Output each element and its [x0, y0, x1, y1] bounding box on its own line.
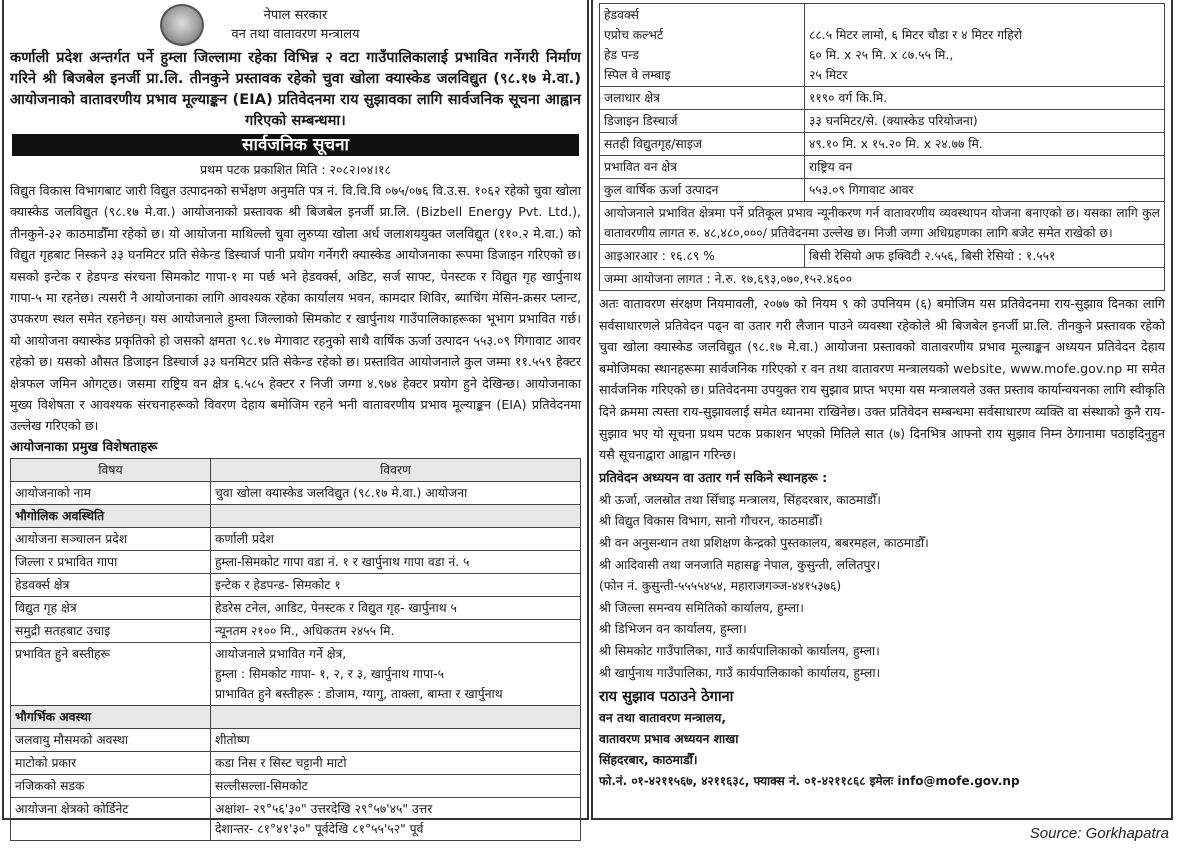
contact-info: फो.नं. ०१-४२११५६७, ४२११६३८, फ्याक्स नं. ०१-४२११८६८ इमेलः info@mofe.gov.np [599, 774, 1020, 789]
ministry-name: वन तथा वातावरण मन्त्रालय [231, 27, 360, 42]
left-column [2, 0, 589, 836]
table-row [600, 133, 1165, 156]
value-line [809, 5, 1160, 25]
row-label: कुल वार्षिक ऊर्जा उत्पादन [600, 179, 805, 202]
send-address-heading: राय सुझाव पठाउने ठेगाना [599, 689, 734, 706]
table-header-row [11, 458, 581, 481]
row-value: सल्लीसल्ला-सिमकोट [211, 774, 581, 797]
government-name: नेपाल सरकार [263, 8, 328, 23]
table-row [600, 87, 1165, 110]
row-value: कडा निस र सिस्ट चट्टानी माटो [211, 751, 581, 774]
row-label: समुद्री सतहबाट उचाइ [11, 619, 211, 642]
notice-header [10, 0, 581, 48]
row-value: ११९० वर्ग कि.मि. [805, 87, 1165, 110]
value-line: हुम्ला : सिमकोट गापा- १, २, र ३, खार्पुनाथ गापा-५ [215, 666, 444, 681]
table-row [11, 596, 581, 619]
row-label: जिल्ला र प्रभावित गापा [11, 550, 211, 573]
row-label: आयोजनाको नाम [11, 481, 211, 504]
value-line: २५ मिटर [809, 68, 848, 82]
section-empty [211, 705, 581, 728]
row-label: प्रभावित हुने बस्तीहरू [11, 642, 211, 705]
row-value [211, 797, 581, 840]
right-column [591, 0, 1173, 820]
row-label: आयोजना सञ्चालन प्रदेश [11, 527, 211, 550]
row-value: शीतोष्ण [211, 728, 581, 751]
place-item: श्री विद्युत विकास विभाग, सानो गौचरन, काठमाडौँ। [599, 514, 823, 529]
place-item: श्री ऊर्जा, जलस्रोत तथा सिँचाइ मन्त्रालय, सिंहदरबार, काठमाडौँ। [599, 492, 881, 507]
nepal-emblem-icon [160, 4, 204, 46]
row-value: चुवा खोला क्यास्केड जलविद्युत (९८.१७ मे.वा.) आयोजना [211, 481, 581, 504]
value-line: हेडवर्क्स [604, 8, 639, 22]
value-line: आयोजनाले प्रभावित गर्ने क्षेत्र, [215, 646, 347, 661]
row-value: राष्ट्रिय वन [805, 156, 1165, 179]
table-row [11, 504, 581, 527]
table-row [11, 642, 581, 705]
value-line: हेड पन्ड [604, 48, 639, 62]
place-item: श्री खार्पुनाथ गाउँपालिका, गाउँ कार्यपालिकाको कार्यालय, हुम्ला। [599, 665, 881, 680]
value-line: अक्षांश- २९°५६'३०" उत्तरदेखि २९°५७'४५" उत्तर [215, 801, 433, 816]
row-label [600, 4, 805, 87]
row-value: न्यूनतम २१०० मि., अधिकतम २४५५ मि. [211, 619, 581, 642]
place-item: श्री आदिवासी तथा जनजाति महासङ्घ नेपाल, कुसुन्ती, ललितपुर। [599, 557, 881, 572]
section-empty [211, 504, 581, 527]
table-row [600, 179, 1165, 202]
value-line: प्राभावित हुने बस्तीहरू : डोजाम, ग्यागु, ताक्ला, बाम्ता र खार्पुनाथ [215, 686, 503, 701]
total-cost: जम्मा आयोजना लागत : ने.रु. १७,६९३,०७०,१५२.४६०० [600, 268, 1165, 291]
row-value: इन्टेक र हेडपन्ड- सिमकोट १ [211, 573, 581, 596]
row-label: जलाधार क्षेत्र [600, 87, 805, 110]
row-value: हेडरेस टनेल, आडिट, पेनस्टक र विद्युत गृह- खार्पुनाथ ५ [211, 596, 581, 619]
features-table [10, 458, 581, 841]
row-label: सतही विद्युतगृह/साइज [600, 133, 805, 156]
places-heading: प्रतिवेदन अध्ययन वा उतार गर्न सकिने स्थानहरू : [599, 470, 828, 486]
row-label: नजिकको सडक [11, 774, 211, 797]
row-label: माटोको प्रकार [11, 751, 211, 774]
mitigation-text: आयोजनाले प्रभावित क्षेत्रमा पर्ने प्रतिकूल प्रभाव न्यूनीकरण गर्न वातावरणीय व्यवस्थापन योजना बनाएको छ। यसका लागि कुल वातावरणीय लागत रु. ४८,४८०,०००/ प्रतिवेदनमा उल्लेख छ। निजी जग्गा अधिग्रहणका लागि बजेट समेत राखेको छ। [600, 202, 1165, 245]
column-header: विवरण [211, 458, 581, 481]
irr-value: आइआरआर : १६.८९ % [600, 245, 805, 268]
row-value: ५५३.०९ गिगावाट आवर [805, 179, 1165, 202]
place-item: (फोन नं. कुसुन्ती-५५५५४५४, महाराजगञ्ज-४४१५३७६) [599, 579, 842, 594]
column-header: विषय [11, 458, 211, 481]
table-row [11, 527, 581, 550]
row-value [211, 642, 581, 705]
intro-paragraph: विद्युत विकास विभागबाट जारी विद्युत उत्पादनको सर्भेक्षण अनुमति पत्र नं. वि.वि.वि ०७५/०७६ वि.उ.स. १०६२ रहेको चुवा खोला क्यास्केड जलविद्युत (९८.१७ मे.वा.) आयोजनाको प्रस्तावक श्री बिजबेल इनर्जी प्रा.लि. (Bizbell Energy Pvt. Ltd.), तीनकुने-३२ काठमाडौँमा रहेको छ। यो आयोजना माथिल्लो चुवा लुरुप्या खोला अर्ध जलाशययुक्त जलविद्युत (११०.२ मे.वा.) को विद्युत गृहबाट निस्कने ३३ घनमिटर प्रति सेकेन्ड डिस्चार्ज पानी प्रयोग गर्नेगरी क्यास्केड आयोजनाका रूपमा डिजाइन गरिएको छ। यसको इन्टेक र हेडपन्ड संरचना सिमकोट गापा-१ मा पर्छ भने हेडवर्क्स, अडिट, सर्ज साफ्ट, पेनस्टक र विद्युत गृह खार्पुनाथ गापा-५ मा रहनेछ। त्यसरी नै आयोजनाका लागि आवश्यक रहेका कार्यालय भवन, कामदार शिविर, ब्याचिंग मेसिन-क्रसर प्लान्ट, उपकरण स्थल समेत रहनेछन्। यस आयोजनाले हुम्ला जिल्लाको सिमकोट र खार्पुनाथ गाउँपालिकाहरूका भूभाग प्रभावित गर्छ। यो आयोजना क्यास्केड प्रकृतिको हो जसको क्षमता ९८.१७ मेगावाट रहनुको साथै वार्षिक ऊर्जा उत्पादन ५५३.०९ गिगावाट आवर रहेको छ। यसको औसत डिजाइन डिस्चार्ज ३३ घनमिटर प्रति सेकेन्ड रहेको छ। प्रस्तावित आयोजनाले कुल जम्मा ११.५५९ हेक्टर क्षेत्रफल जमिन ओगट्छ। जसमा राष्ट्रिय वन क्षेत्र ६.५८५ हेक्टर र निजी जग्गा ४.९७४ हेक्टर प्रयोग हुने देखिन्छ। आयोजनाका मुख्य विशेषता र आवश्यक संरचनाहरूको विवरण देहाय बमोजिम रहने भनी वातावरणीय प्रभाव मूल्याङ्कन (EIA) प्रतिवेदनमा उल्लेख गरिएको छ। [10, 183, 581, 434]
source-credit: Source: Gorkhapatra [1029, 825, 1169, 842]
row-value: कर्णाली प्रदेश [211, 527, 581, 550]
value-line: स्पिल वे लम्बाइ [604, 68, 671, 82]
send-address-line: वन तथा वातावरण मन्त्रालय, [599, 711, 726, 726]
table-row [600, 110, 1165, 133]
row-label: डिजाइन डिस्चार्ज [600, 110, 805, 133]
section-label: भौगोलिक अवस्थिति [11, 504, 211, 527]
row-value: ४९.१० मि. x १५.२० मि. x २४.७७ मि. [805, 133, 1165, 156]
section-label: भौगर्भिक अवस्था [11, 705, 211, 728]
publish-date: प्रथम पटक प्रकाशित मिति : २०८२।०४।१८ [199, 162, 392, 177]
value-line: ६० मि. x २५ मि. x ८७.५५ मि., [809, 48, 954, 62]
table-row [11, 550, 581, 573]
table-row [11, 705, 581, 728]
table-row [11, 481, 581, 504]
table-row [600, 4, 1165, 87]
send-address-line: सिंहदरबार, काठमाडौँ। [599, 753, 698, 768]
table-row [11, 797, 581, 840]
row-value: हुम्ला-सिमकोट गापा वडा नं. १ र खार्पुनाथ गापा वडा नं. ५ [211, 550, 581, 573]
value-line: ८८.५ मिटर लामो, ६ मिटर चौडा र ४ मिटर गहिरो [809, 28, 1022, 42]
row-value [805, 4, 1165, 87]
bc-ratio: बिसी रेसियो अफ इक्विटी २.५५६, बिसी रेसियो : १.५५१ [805, 245, 1165, 268]
value-line: एप्रोच कल्भर्ट [604, 28, 664, 42]
features-heading: आयोजनाका प्रमुख विशेषताहरू [10, 439, 158, 455]
row-label: जलवायु मौसमको अवस्था [11, 728, 211, 751]
table-row [11, 619, 581, 642]
value-line: देशान्तर- ८१°४१'३०" पूर्वदेखि ८१°५५'५२" पूर्व [215, 821, 424, 836]
send-address-line: वातावरण प्रभाव अध्ययन शाखा [599, 732, 739, 747]
table-row [600, 156, 1165, 179]
place-item: श्री जिल्ला समन्वय समितिको कार्यालय, हुम्ला। [599, 600, 804, 615]
place-item: श्री डिभिजन वन कार्यालय, हुम्ला। [599, 622, 747, 637]
row-value: ३३ घनमिटर/से. (क्यास्केड परियोजना) [805, 110, 1165, 133]
notice-title: कर्णाली प्रदेश अन्तर्गत पर्ने हुम्ला जिल्लामा रहेका विभिन्न २ वटा गाउँपालिकालाई प्रभावित गर्नेगरी निर्माण गरिने श्री बिजबेल इनर्जी प्रा.लि. तीनकुने प्रस्तावक रहेको चुवा खोला क्यास्केड जलविद्युत (९८.१७ मे.वा.) आयोजनाको वातावरणीय प्रभाव मूल्याङ्कन (EIA) प्रतिवेदनमा राय सुझावका लागि सार्वजनिक सूचना आह्वान गरिएको सम्बन्धमा। [10, 50, 581, 129]
notice-paragraph: अतः वातावरण संरक्षण नियमावली, २०७७ को नियम ९ को उपनियम (६) बमोजिम यस प्रतिवेदनमा राय-सुझाव दिनका लागि सर्वसाधारणले प्रतिवेदन पढ्न वा उतार गरी लैजान पाउने व्यवस्था रहेकोले श्री बिजबेल इनर्जी प्रा.लि. तीनकुने प्रस्तावक रहेको चुवा खोला क्यास्केड जलविद्युत (९८.१७ मे.वा.) आयोजना प्रस्तावको वातावरणीय प्रभाव मूल्याङ्कन अध्ययन प्रतिवेदन देहाय बमोजिमका स्थानहरूमा सार्वजनिक गरिएको र वन तथा वातावरण मन्त्रालयको website, www.mofe.gov.np मा समेत सार्वजनिक गरिएको छ। प्रतिवेदनमा उपयुक्त राय सुझाव प्राप्त भएमा यस मन्त्रालयले उक्त प्रस्ताव कार्यान्वयनका लागि स्वीकृति दिने क्रममा त्यस्ता राय-सुझावलाई समेत ध्यानमा राखिनेछ। उक्त प्रतिवेदन सम्बन्धमा सर्वसाधारण व्यक्ति वा संस्थाको कुनै राय-सुझाव भए यो सूचना प्रथम पटक प्रकाशन भएको मितिले सात (७) दिनभित्र आफ्नो राय सुझाव निम्न ठेगानामा पठाइदिनुहुन यसै सूचनाद्वारा आह्वान गरिन्छ। [599, 296, 1165, 463]
place-item: श्री वन अनुसन्धान तथा प्रशिक्षण केन्द्रको पुस्तकालय, बबरमहल, काठमाडौँ। [599, 535, 929, 550]
table-row [11, 573, 581, 596]
row-label: प्रभावित वन क्षेत्र [600, 156, 805, 179]
public-notice-banner: सार्वजनिक सूचना [12, 134, 579, 156]
project-details-table [599, 3, 1165, 291]
row-label: आयोजना क्षेत्रको कोर्डिनेट [11, 797, 211, 840]
row-label: विद्युत गृह क्षेत्र [11, 596, 211, 619]
table-row [11, 751, 581, 774]
places-list [599, 490, 1165, 684]
row-label: हेडवर्क्स क्षेत्र [11, 573, 211, 596]
table-row [11, 774, 581, 797]
place-item: श्री सिमकोट गाउँपालिका, गाउँ कार्यपालिकाको कार्यालय, हुम्ला। [599, 643, 880, 658]
table-row [11, 728, 581, 751]
